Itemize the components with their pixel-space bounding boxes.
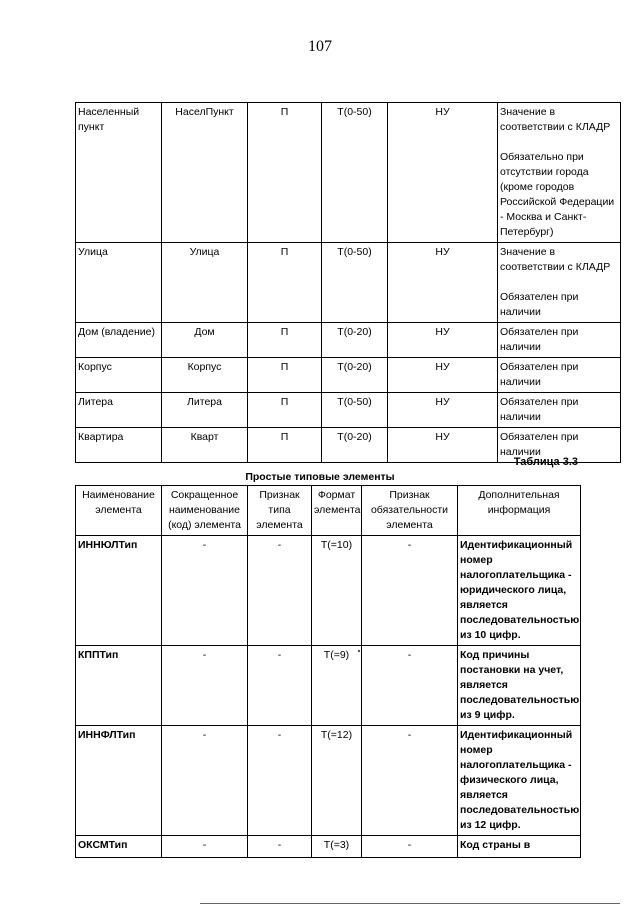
cell-required: - xyxy=(362,726,458,836)
cell-type-sign: П xyxy=(248,428,322,463)
table-row xyxy=(76,243,621,323)
cell-short-name: - xyxy=(162,726,248,836)
cell-type-sign: П xyxy=(248,243,322,323)
cell-format: Т(=12) xyxy=(312,726,362,836)
cell-format: Т(0-50) xyxy=(322,393,388,428)
cell-name: Литера xyxy=(76,393,162,428)
cell-name: КППТип xyxy=(76,646,162,726)
cell-required: НУ xyxy=(388,393,498,428)
table-row xyxy=(76,393,621,428)
column-header: Признак обязательности элемента xyxy=(362,486,458,536)
table-row xyxy=(76,836,581,858)
cell-short-name: Улица xyxy=(162,243,248,323)
cell-type-sign: П xyxy=(248,393,322,428)
cell-info: Значение в соответствии с КЛАДР Обязательно при отсутствии города (кроме городов Российской Федерации - Москва и Санкт- Петербург) xyxy=(498,103,621,243)
cell-info: Обязателен при наличии xyxy=(498,358,621,393)
cell-type-sign: П xyxy=(248,358,322,393)
cell-required: - xyxy=(362,836,458,858)
cell-type-sign: - xyxy=(248,726,312,836)
cell-info: Обязателен при наличии xyxy=(498,393,621,428)
cell-short-name: НаселПункт xyxy=(162,103,248,243)
cell-short-name: - xyxy=(162,646,248,726)
cell-required: - xyxy=(362,536,458,646)
cell-format: Т(0-20) xyxy=(322,428,388,463)
cell-info: Код причины постановки на учет, является последовательностью из 9 цифр. xyxy=(458,646,581,726)
table-title: Простые типовые элементы xyxy=(245,471,395,483)
cell-format: Т(=10) xyxy=(312,536,362,646)
simple-elements-table xyxy=(75,485,581,858)
cell-format: Т(0-20) xyxy=(322,358,388,393)
cell-short-name: - xyxy=(162,536,248,646)
cell-format: Т(0-50) xyxy=(322,103,388,243)
cell-info: Обязателен при наличии xyxy=(498,323,621,358)
cell-info: Идентификационный номер налогоплательщика - физического лица, является последовательностью из 12 цифр. xyxy=(458,726,581,836)
cell-type-sign: - xyxy=(248,536,312,646)
table-row xyxy=(76,646,581,726)
page-bottom-line xyxy=(200,903,620,904)
cell-name: Дом (владение) xyxy=(76,323,162,358)
cell-short-name: Дом xyxy=(162,323,248,358)
cell-required: НУ xyxy=(388,323,498,358)
cell-short-name: - xyxy=(162,836,248,858)
cell-type-sign: - xyxy=(248,646,312,726)
page-number: 107 xyxy=(308,38,332,55)
column-header: Признак типа элемента xyxy=(248,486,312,536)
scan-speck xyxy=(358,650,360,652)
table-row xyxy=(76,726,581,836)
cell-type-sign: П xyxy=(248,103,322,243)
cell-format: Т(=9) xyxy=(312,646,362,726)
cell-name: ИННФЛТип xyxy=(76,726,162,836)
cell-name: Населенный пункт xyxy=(76,103,162,243)
cell-short-name: Кварт xyxy=(162,428,248,463)
cell-required: НУ xyxy=(388,358,498,393)
cell-name: ИННЮЛТип xyxy=(76,536,162,646)
table-row xyxy=(76,103,621,243)
cell-name: Корпус xyxy=(76,358,162,393)
table-row xyxy=(76,323,621,358)
column-header: Сокращенное наименование (код) элемента xyxy=(162,486,248,536)
cell-type-sign: - xyxy=(248,836,312,858)
column-header: Наименование элемента xyxy=(76,486,162,536)
table-row xyxy=(76,358,621,393)
cell-format: Т(=3) xyxy=(312,836,362,858)
column-header: Дополнительная информация xyxy=(458,486,581,536)
cell-type-sign: П xyxy=(248,323,322,358)
cell-info: Идентификационный номер налогоплательщика - юридического лица, является последовательностью из 10 цифр. xyxy=(458,536,581,646)
cell-required: НУ xyxy=(388,428,498,463)
address-elements-table xyxy=(75,102,621,463)
cell-info: Обязателен при наличии xyxy=(498,428,621,463)
cell-name: Квартира xyxy=(76,428,162,463)
cell-format: Т(0-50) xyxy=(322,243,388,323)
cell-info: Код страны в xyxy=(458,836,581,858)
table-number: Таблица 3.3 xyxy=(513,456,578,468)
column-header: Формат элемента xyxy=(312,486,362,536)
cell-name: Улица xyxy=(76,243,162,323)
cell-required: НУ xyxy=(388,103,498,243)
table-row xyxy=(76,536,581,646)
cell-short-name: Литера xyxy=(162,393,248,428)
cell-info: Значение в соответствии с КЛАДР Обязателен при наличии xyxy=(498,243,621,323)
cell-required: - xyxy=(362,646,458,726)
cell-short-name: Корпус xyxy=(162,358,248,393)
cell-format: Т(0-20) xyxy=(322,323,388,358)
cell-name: ОКСМТип xyxy=(76,836,162,858)
cell-required: НУ xyxy=(388,243,498,323)
